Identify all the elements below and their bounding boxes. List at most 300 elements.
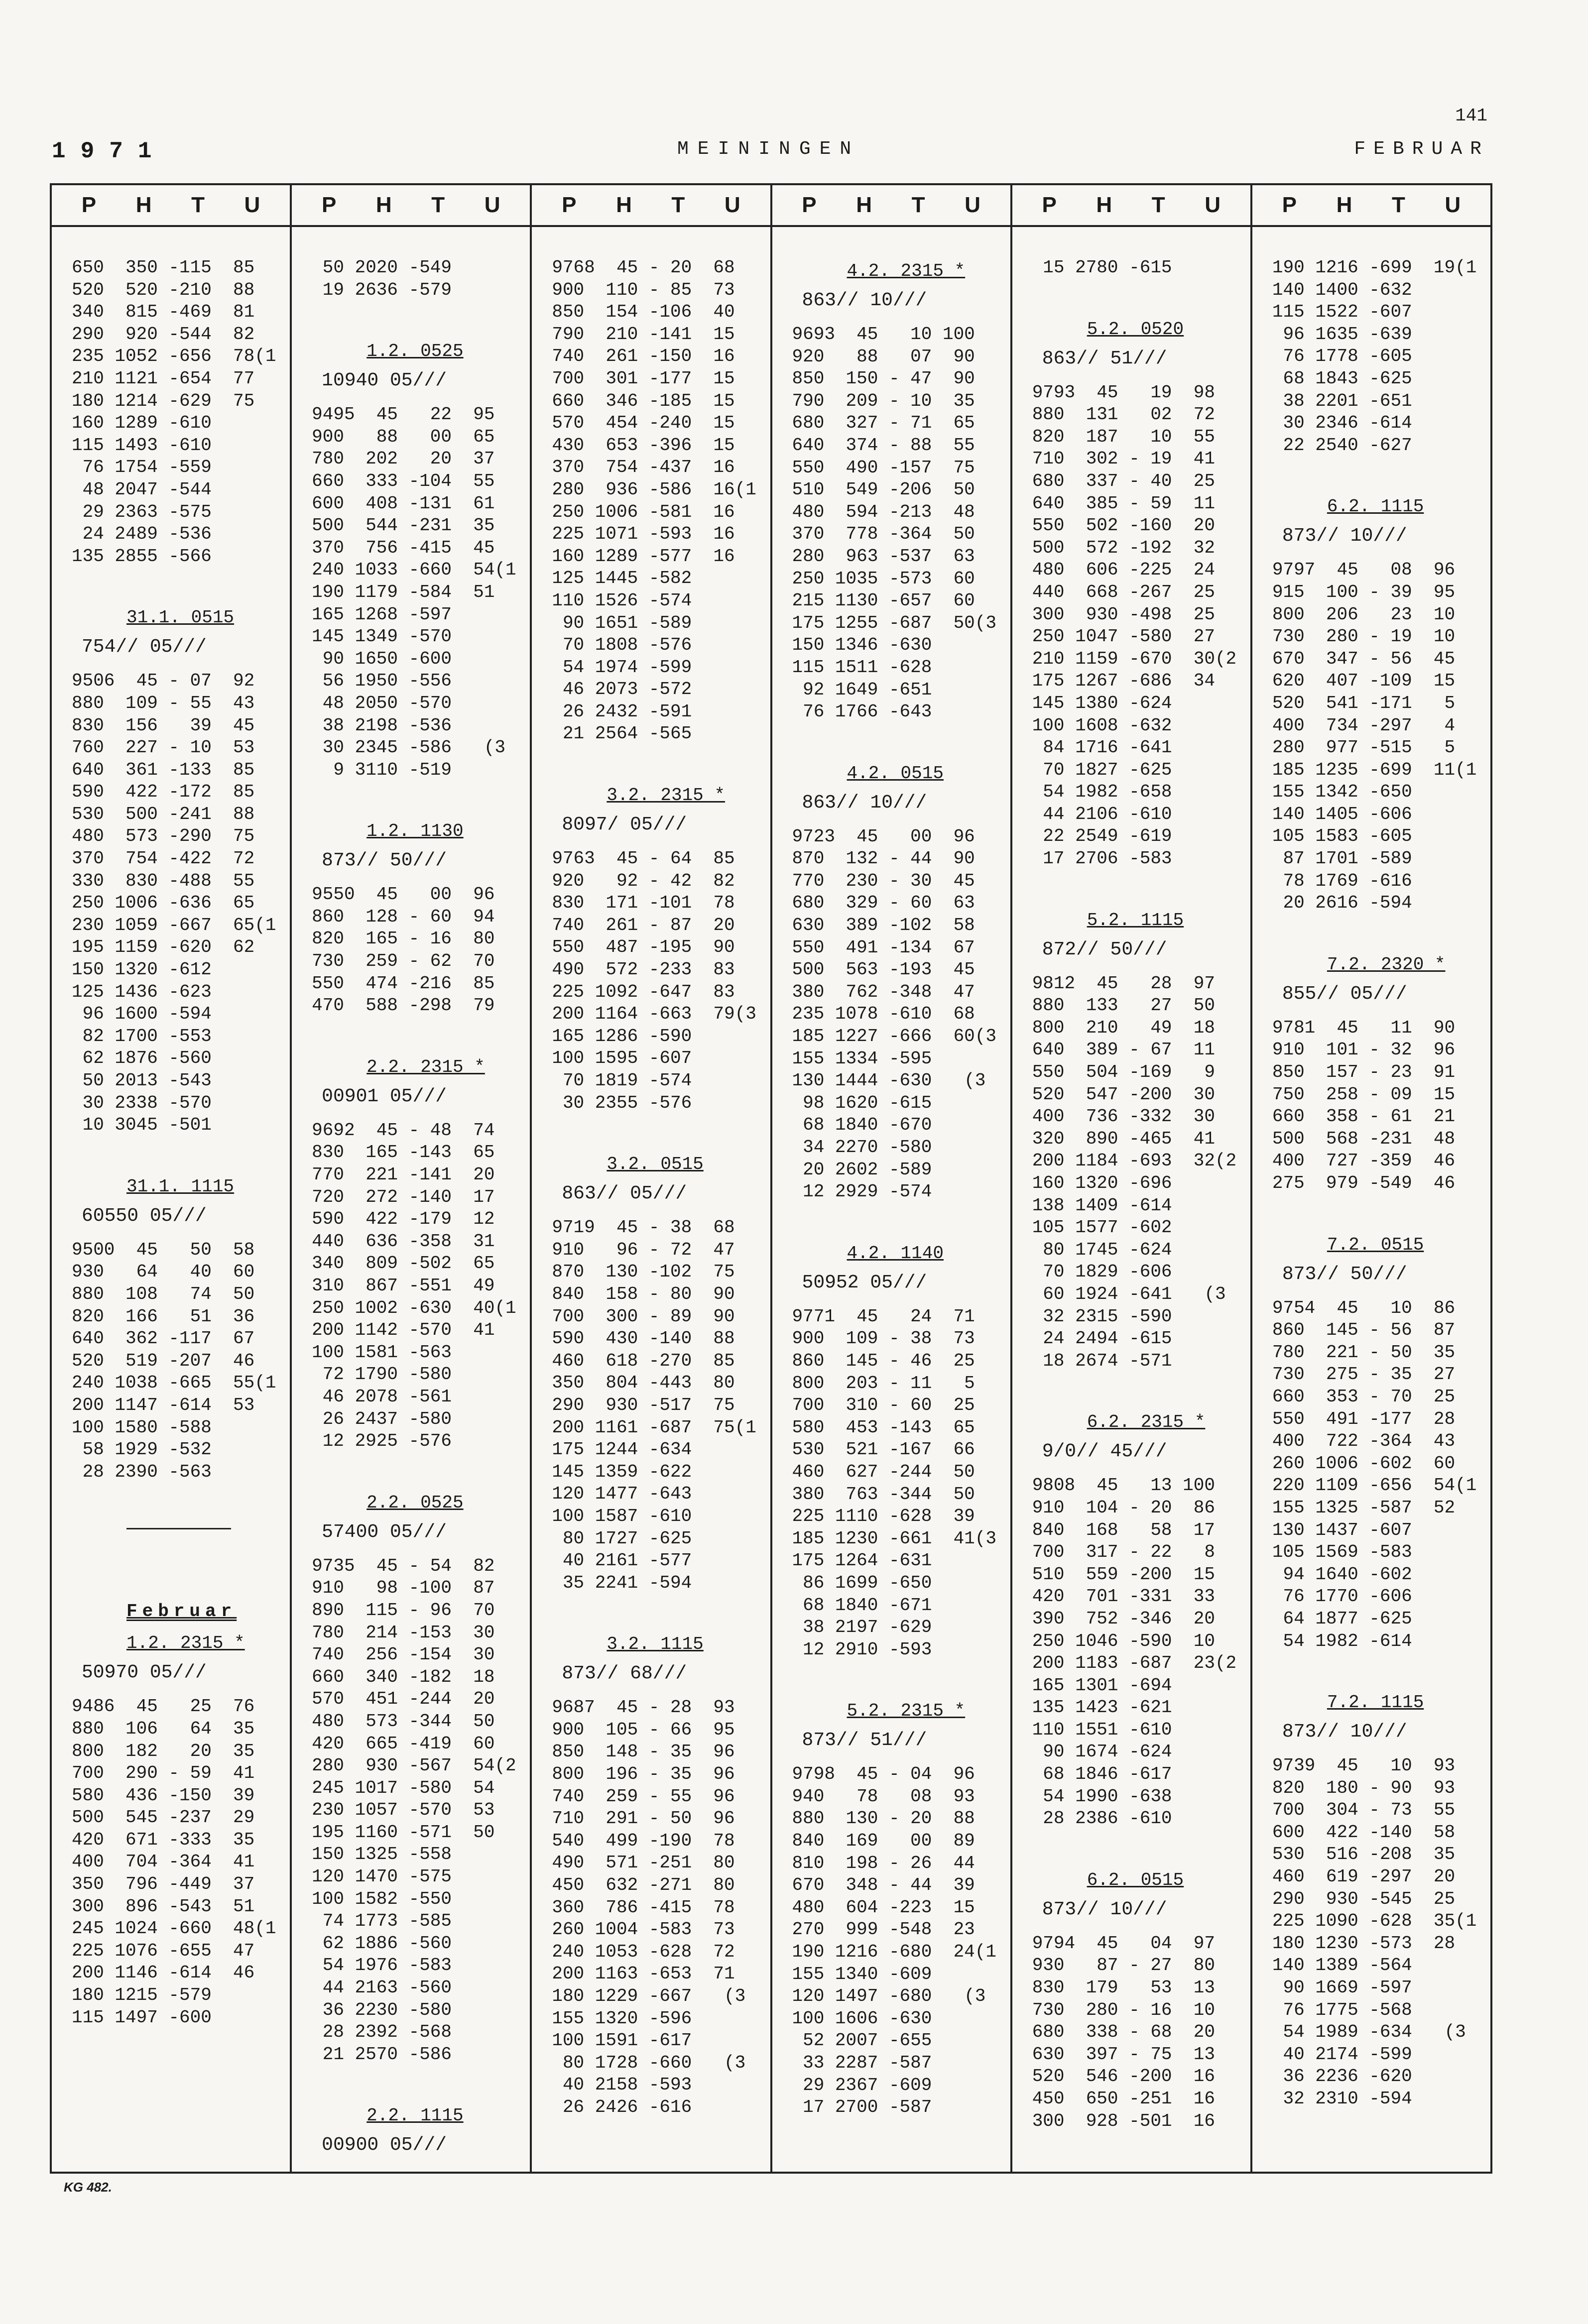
block-heading-text: 4.2. 2315 *	[847, 261, 966, 281]
data-row: 720 272 -140 17	[312, 1186, 495, 1207]
data-row: 880 108 74 50	[72, 1283, 255, 1304]
data-row: 290 930 -545 25	[1272, 1888, 1456, 1909]
data-row: 190 1179 -584 51	[312, 581, 495, 602]
data-row: 9486 45 25 76	[72, 1696, 255, 1717]
block-code: 863// 10///	[802, 290, 927, 311]
sounding-block	[312, 1053, 525, 1453]
data-row: 260 1004 -583 73	[552, 1919, 735, 1940]
data-row: 115 1497 -600	[72, 2007, 212, 2028]
data-row: 550 487 -195 90	[552, 937, 735, 958]
block-heading	[1032, 1408, 1245, 1437]
column-header-label: T	[911, 193, 925, 217]
data-row: 270 999 -548 23	[792, 1919, 975, 1940]
block-heading-text: 31.1. 1115	[126, 1176, 235, 1197]
data-row: 680 329 - 60 63	[792, 893, 975, 914]
data-row: 235 1078 -610 68	[792, 1004, 975, 1025]
divider	[126, 1528, 231, 1529]
data-row: 710 291 - 50 96	[552, 1808, 735, 1829]
data-row: 200 1164 -663 79(3	[552, 1004, 756, 1025]
data-row: 915 100 - 39 95	[1272, 581, 1456, 602]
data-row: 750 258 - 09 15	[1272, 1084, 1456, 1105]
data-row: 84 1716 -641	[1032, 737, 1172, 758]
data-row: 100 1580 -588	[72, 1417, 212, 1438]
data-row: 900 88 00 65	[312, 426, 495, 447]
data-row: 280 936 -586 16(1	[552, 479, 756, 500]
data-row: 22 2549 -619	[1032, 826, 1172, 847]
data-row: 380 762 -348 47	[792, 981, 975, 1002]
data-row: 30 2355 -576	[552, 1092, 692, 1113]
data-row: 510 559 -200 15	[1032, 1564, 1215, 1585]
data-row: 76 1775 -568	[1272, 1999, 1412, 2020]
data-row: 120 1497 -680 (3	[792, 1986, 986, 2007]
data-row: 74 1773 -585	[312, 1911, 452, 1932]
data-row: 220 1109 -656 54(1	[1272, 1475, 1477, 1496]
data-row: 18 2674 -571	[1032, 1350, 1172, 1371]
block-heading-text: 1.2. 0525	[366, 341, 464, 362]
data-row: 480 606 -225 24	[1032, 560, 1215, 581]
data-row: 9808 45 13 100	[1032, 1475, 1215, 1496]
sounding-block	[1032, 315, 1245, 870]
data-row: 730 280 - 19 10	[1272, 626, 1456, 647]
data-row: 15 2780 -615	[1032, 257, 1172, 278]
data-row: 78 1769 -616	[1272, 870, 1412, 891]
data-row: 200 1183 -687 23(2	[1032, 1653, 1237, 1674]
data-row: 175 1264 -631	[792, 1550, 932, 1571]
data-row: 660 353 - 70 25	[1272, 1386, 1456, 1407]
data-row: 140 1405 -606	[1272, 804, 1412, 824]
data-row: 225 1090 -628 35(1	[1272, 1911, 1477, 1932]
data-row: 9768 45 - 20 68	[552, 257, 735, 278]
data-row: 910 96 - 72 47	[552, 1239, 735, 1260]
data-row: 840 169 00 89	[792, 1831, 975, 1852]
data-row: 200 1142 -570 41	[312, 1320, 495, 1341]
data-row: 9797 45 08 96	[1272, 560, 1456, 581]
data-row: 9763 45 - 64 85	[552, 848, 735, 869]
data-row: 40 2158 -593	[552, 2075, 692, 2095]
data-row: 155 1320 -596	[552, 2008, 692, 2029]
data-row: 700 317 - 22 8	[1032, 1542, 1215, 1563]
data-row: 250 1006 -581 16	[552, 501, 735, 522]
data-row: 17 2700 -587	[792, 2097, 932, 2118]
data-row: 46 2073 -572	[552, 679, 692, 700]
data-row: 105 1569 -583	[1272, 1542, 1412, 1563]
data-row: 72 1790 -580	[312, 1364, 452, 1385]
data-row: 290 920 -544 82	[72, 324, 255, 345]
block-heading	[792, 1697, 1005, 1726]
data-row: 420 701 -331 33	[1032, 1586, 1215, 1607]
column-header-label: P	[321, 193, 337, 217]
data-row: 82 1700 -553	[72, 1026, 212, 1046]
data-row: 115 1511 -628	[792, 657, 932, 678]
data-row: 670 348 - 44 39	[792, 1875, 975, 1896]
sounding-block	[72, 1629, 285, 2029]
data-row: 175 1244 -634	[552, 1439, 692, 1460]
column-body	[772, 227, 1010, 2119]
data-row: 900 110 - 85 73	[552, 279, 735, 300]
data-row: 500 572 -192 32	[1032, 537, 1215, 558]
data-row: 275 979 -549 46	[1272, 1173, 1456, 1193]
data-row: 590 430 -140 88	[552, 1328, 735, 1349]
data-row: 9771 45 24 71	[792, 1306, 975, 1327]
sounding-block	[792, 257, 1005, 723]
column-header-label: U	[724, 193, 740, 217]
block-heading-text: 3.2. 2315 *	[607, 785, 725, 806]
data-row: 870 132 - 44 90	[792, 848, 975, 869]
column-body	[1252, 227, 1490, 2110]
data-row: 145 1380 -624	[1032, 693, 1172, 713]
data-row: 200 1147 -614 53	[72, 1394, 255, 1415]
data-row: 9781 45 11 90	[1272, 1017, 1456, 1038]
data-row: 480 594 -213 48	[792, 501, 975, 522]
data-row: 245 1017 -580 54	[312, 1777, 495, 1798]
column-header-label: H	[1096, 193, 1112, 217]
sounding-block	[1272, 492, 1485, 915]
table-column	[292, 185, 532, 2172]
data-row: 125 1436 -623	[72, 981, 212, 1002]
sounding-block	[1272, 1231, 1485, 1653]
data-row: 180 1230 -573 28	[1272, 1933, 1456, 1954]
column-header-label: P	[1042, 193, 1057, 217]
data-row: 140 1389 -564	[1272, 1955, 1412, 1976]
data-row: 550 474 -216 85	[312, 973, 495, 994]
block-code: 872// 50///	[1042, 938, 1167, 960]
data-row: 210 1159 -670 30(2	[1032, 648, 1237, 669]
data-row: 340 815 -469 81	[72, 302, 255, 323]
data-row: 710 302 - 19 41	[1032, 449, 1215, 469]
column-body	[292, 227, 530, 2160]
data-row: 130 1437 -607	[1272, 1519, 1412, 1540]
data-row: 9506 45 - 07 92	[72, 671, 255, 692]
data-row: 400 736 -332 30	[1032, 1106, 1215, 1127]
data-row: 98 1620 -615	[792, 1092, 932, 1113]
block-heading-text: 2.2. 1115	[366, 2105, 464, 2126]
column-header-label: H	[616, 193, 632, 217]
data-row: 36 2236 -620	[1272, 2066, 1412, 2087]
data-row: 48 2047 -544	[72, 479, 212, 500]
data-row: 490 571 -251 80	[552, 1853, 735, 1873]
data-row: 870 130 -102 75	[552, 1262, 735, 1282]
column-header-label: H	[375, 193, 392, 217]
block-heading-text: 5.2. 0520	[1087, 319, 1184, 340]
data-row: 68 1840 -671	[792, 1595, 932, 1616]
data-row: 300 896 -543 51	[72, 1896, 255, 1917]
data-row: 54 1990 -638	[1032, 1786, 1172, 1807]
data-row: 20 2616 -594	[1272, 893, 1412, 914]
data-row: 880 133 27 50	[1032, 995, 1215, 1016]
data-row: 830 165 -143 65	[312, 1142, 495, 1163]
data-row: 30 2346 -614	[1272, 413, 1412, 434]
data-row: 520 519 -207 46	[72, 1350, 255, 1371]
data-row: 700 310 - 60 25	[792, 1395, 975, 1416]
data-row: 440 636 -358 31	[312, 1231, 495, 1252]
sounding-block	[72, 257, 285, 568]
data-row: 105 1583 -605	[1272, 826, 1412, 847]
data-row: 60 1924 -641 (3	[1032, 1283, 1226, 1304]
data-row: 70 1829 -606	[1032, 1262, 1172, 1282]
data-row: 185 1227 -666 60(3	[792, 1026, 996, 1047]
data-row: 24 2489 -536	[72, 524, 212, 545]
block-code: 873// 10///	[1042, 1898, 1167, 1920]
data-row: 50 2013 -543	[72, 1070, 212, 1091]
data-row: 155 1340 -609	[792, 1964, 932, 1984]
block-heading	[792, 257, 1005, 286]
block-code: 873// 51///	[802, 1730, 927, 1751]
data-row: 820 165 - 16 80	[312, 929, 495, 949]
block-heading-text: 5.2. 2315 *	[847, 1701, 966, 1722]
data-row: 225 1076 -655 47	[72, 1940, 255, 1961]
header-place: MEININGEN	[677, 138, 860, 160]
data-row: 9 3110 -519	[312, 759, 452, 780]
column-header-label: P	[1282, 193, 1297, 217]
data-row: 175 1267 -686 34	[1032, 671, 1215, 692]
column-header	[772, 185, 1010, 227]
data-row: 32 2315 -590	[1032, 1306, 1172, 1327]
data-row: 86 1699 -650	[792, 1572, 932, 1593]
block-code: 8097/ 05///	[562, 814, 687, 836]
data-row: 35 2241 -594	[552, 1572, 692, 1593]
data-row: 600 408 -131 61	[312, 493, 495, 514]
data-row: 630 397 - 75 13	[1032, 2044, 1215, 2065]
data-row: 260 1006 -602 60	[1272, 1453, 1456, 1474]
data-row: 17 2706 -583	[1032, 848, 1172, 869]
data-row: 570 454 -240 15	[552, 413, 735, 434]
data-row: 9719 45 - 38 68	[552, 1217, 735, 1238]
data-row: 145 1349 -570	[312, 626, 452, 647]
data-row: 620 407 -109 15	[1272, 671, 1456, 692]
sounding-block	[792, 759, 1005, 1203]
column-header-label: T	[191, 193, 205, 217]
sounding-block	[312, 337, 525, 781]
data-row: 420 665 -419 60	[312, 1733, 495, 1754]
data-row: 530 521 -167 66	[792, 1439, 975, 1460]
block-code: 863// 10///	[802, 792, 927, 813]
sounding-block	[552, 781, 765, 1114]
data-row: 215 1130 -657 60	[792, 590, 975, 611]
data-row: 500 544 -231 35	[312, 515, 495, 536]
data-row: 9739 45 10 93	[1272, 1755, 1456, 1776]
data-row: 250 1006 -636 65	[72, 893, 255, 914]
data-row: 76 1766 -643	[792, 701, 932, 722]
data-row: 900 109 - 38 73	[792, 1328, 975, 1349]
data-row: 62 1886 -560	[312, 1933, 452, 1954]
data-row: 9798 45 - 04 96	[792, 1764, 975, 1785]
data-row: 100 1591 -617	[552, 2030, 692, 2051]
data-row: 390 752 -346 20	[1032, 1608, 1215, 1629]
block-heading	[1272, 1688, 1485, 1717]
data-row: 180 1215 -579	[72, 1985, 212, 2006]
data-row: 640 374 - 88 55	[792, 435, 975, 456]
data-row: 800 196 - 35 96	[552, 1764, 735, 1785]
column-header-label: T	[671, 193, 685, 217]
block-heading	[1032, 315, 1245, 344]
data-row: 225 1110 -628 39	[792, 1506, 975, 1527]
column-header-label: U	[1205, 193, 1221, 217]
data-row: 96 1600 -594	[72, 1004, 212, 1025]
data-row: 830 156 39 45	[72, 715, 255, 736]
data-row: 480 573 -344 50	[312, 1711, 495, 1732]
block-heading-text: 6.2. 0515	[1087, 1869, 1184, 1890]
block-heading	[312, 337, 525, 366]
data-row: 880 106 64 35	[72, 1718, 255, 1739]
data-row: 880 109 - 55 43	[72, 693, 255, 713]
data-row: 235 1052 -656 78(1	[72, 346, 276, 367]
data-row: 9793 45 19 98	[1032, 382, 1215, 403]
data-row: 19 2636 -579	[312, 279, 452, 300]
data-row: 94 1640 -602	[1272, 1564, 1412, 1585]
data-row: 520 520 -210 88	[72, 279, 255, 300]
data-row: 28 2386 -610	[1032, 1808, 1172, 1829]
block-code: 863// 05///	[562, 1183, 687, 1205]
data-row: 70 1827 -625	[1032, 759, 1172, 780]
column-header-label: U	[244, 193, 260, 217]
sounding-block	[1032, 1408, 1245, 1830]
data-row: 550 490 -157 75	[792, 457, 975, 478]
data-row: 165 1286 -590	[552, 1026, 692, 1046]
data-row: 9693 45 10 100	[792, 324, 975, 345]
data-row: 480 573 -290 75	[72, 826, 255, 847]
data-row: 230 1057 -570 53	[312, 1800, 495, 1821]
data-row: 155 1334 -595	[792, 1048, 932, 1069]
data-row: 54 1974 -599	[552, 657, 692, 678]
data-row: 640 389 - 67 11	[1032, 1040, 1215, 1060]
block-heading	[552, 1630, 765, 1659]
block-heading-text: 4.2. 1140	[847, 1243, 944, 1264]
data-row: 92 1649 -651	[792, 679, 932, 700]
block-heading	[312, 2101, 525, 2130]
data-row: 195 1160 -571 50	[312, 1822, 495, 1843]
data-row: 850 157 - 23 91	[1272, 1062, 1456, 1083]
column-header	[1012, 185, 1250, 227]
data-row: 730 275 - 35 27	[1272, 1364, 1456, 1385]
data-row: 135 1423 -621	[1032, 1697, 1172, 1718]
data-row: 29 2363 -575	[72, 501, 212, 522]
data-row: 90 1669 -597	[1272, 1977, 1412, 1998]
header-month: FEBRUAR	[1354, 138, 1489, 160]
data-row: 115 1522 -607	[1272, 302, 1412, 323]
data-row: 33 2287 -587	[792, 2053, 932, 2073]
data-row: 280 977 -515 5	[1272, 737, 1456, 758]
data-row: 330 830 -488 55	[72, 870, 255, 891]
data-row: 510 549 -206 50	[792, 479, 975, 500]
data-row: 9735 45 - 54 82	[312, 1555, 495, 1576]
block-code: 00901 05///	[322, 1085, 447, 1107]
sounding-block	[792, 1239, 1005, 1661]
data-row: 165 1301 -694	[1032, 1675, 1172, 1696]
data-row: 185 1230 -661 41(3	[792, 1528, 996, 1549]
data-row: 105 1577 -602	[1032, 1217, 1172, 1238]
column-header-label: H	[135, 193, 152, 217]
data-row: 520 546 -200 16	[1032, 2066, 1215, 2087]
block-heading-text: 6.2. 2315 *	[1087, 1412, 1206, 1433]
data-row: 76 1778 -605	[1272, 346, 1412, 367]
sounding-block	[72, 1172, 285, 1484]
block-code: 873// 10///	[1282, 1721, 1407, 1743]
data-row: 240 1053 -628 72	[552, 1941, 735, 1962]
data-row: 520 541 -171 5	[1272, 693, 1456, 713]
block-code: 873// 68///	[562, 1663, 687, 1685]
data-row: 820 180 - 90 93	[1272, 1777, 1456, 1798]
data-row: 54 1982 -658	[1032, 782, 1172, 803]
data-row: 790 210 -141 15	[552, 324, 735, 345]
data-row: 830 179 53 13	[1032, 1977, 1215, 1998]
sounding-table	[50, 183, 1492, 2174]
data-row: 640 362 -117 67	[72, 1328, 255, 1349]
data-row: 100 1587 -610	[552, 1506, 692, 1526]
data-row: 130 1444 -630 (3	[792, 1070, 986, 1091]
table-column	[772, 185, 1012, 2172]
block-heading-text: 7.2. 0515	[1327, 1234, 1424, 1255]
data-row: 70 1819 -574	[552, 1070, 692, 1091]
data-row: 850 154 -106 40	[552, 302, 735, 323]
data-row: 250 1002 -630 40(1	[312, 1297, 516, 1318]
data-row: 580 453 -143 65	[792, 1417, 975, 1438]
table-column	[1252, 185, 1490, 2172]
block-heading-text: 2.2. 0525	[366, 1492, 464, 1513]
data-row: 900 105 - 66 95	[552, 1719, 735, 1740]
data-row: 930 64 40 60	[72, 1262, 255, 1282]
data-row: 68 1840 -670	[792, 1115, 932, 1136]
data-row: 550 504 -169 9	[1032, 1062, 1215, 1083]
data-row: 21 2570 -586	[312, 2044, 452, 2065]
data-row: 660 333 -104 55	[312, 470, 495, 491]
data-row: 300 930 -498 25	[1032, 604, 1215, 625]
data-row: 280 930 -567 54(2	[312, 1755, 516, 1776]
data-row: 500 545 -237 29	[72, 1807, 255, 1828]
block-heading-text: 1.2. 1130	[366, 821, 464, 842]
data-row: 680 337 - 40 25	[1032, 470, 1215, 491]
data-row: 450 632 -271 80	[552, 1875, 735, 1896]
sounding-block	[552, 1150, 765, 1594]
block-code: 57400 05///	[322, 1521, 447, 1543]
data-row: 200 1161 -687 75(1	[552, 1417, 756, 1438]
data-row: 12 2910 -593	[792, 1639, 932, 1660]
data-row: 350 796 -449 37	[72, 1874, 255, 1895]
data-row: 480 604 -223 15	[792, 1897, 975, 1918]
block-heading	[72, 1629, 285, 1658]
data-row: 440 668 -267 25	[1032, 581, 1215, 602]
data-row: 550 491 -177 28	[1272, 1408, 1456, 1429]
block-heading	[312, 1489, 525, 1517]
data-row: 30 2338 -570	[72, 1092, 212, 1113]
sounding-block	[552, 1630, 765, 2118]
data-row: 450 650 -251 16	[1032, 2089, 1215, 2109]
block-code: 873// 50///	[322, 850, 447, 872]
sounding-block	[1032, 906, 1245, 1373]
data-row: 100 1606 -630	[792, 2008, 932, 2029]
block-heading	[1272, 950, 1485, 979]
block-heading	[72, 603, 285, 632]
data-row: 44 2163 -560	[312, 1977, 452, 1998]
data-row: 380 763 -344 50	[792, 1484, 975, 1505]
data-row: 195 1159 -620 62	[72, 937, 255, 958]
sounding-block	[312, 1489, 525, 2066]
data-row: 36 2230 -580	[312, 1999, 452, 2020]
data-row: 420 671 -333 35	[72, 1829, 255, 1850]
column-header-label: U	[965, 193, 980, 217]
sounding-block	[1272, 1688, 1485, 2110]
data-row: 800 182 20 35	[72, 1741, 255, 1761]
footer-code: KG 482.	[64, 2180, 112, 2195]
data-row: 20 2602 -589	[792, 1159, 932, 1180]
data-row: 150 1320 -612	[72, 959, 212, 980]
data-row: 300 928 -501 16	[1032, 2110, 1215, 2131]
block-heading	[552, 1150, 765, 1179]
data-row: 96 1635 -639	[1272, 324, 1412, 345]
data-row: 910 101 - 32 96	[1272, 1040, 1456, 1060]
block-heading	[792, 1239, 1005, 1268]
data-row: 155 1325 -587 52	[1272, 1497, 1456, 1518]
data-row: 210 1121 -654 77	[72, 368, 255, 389]
